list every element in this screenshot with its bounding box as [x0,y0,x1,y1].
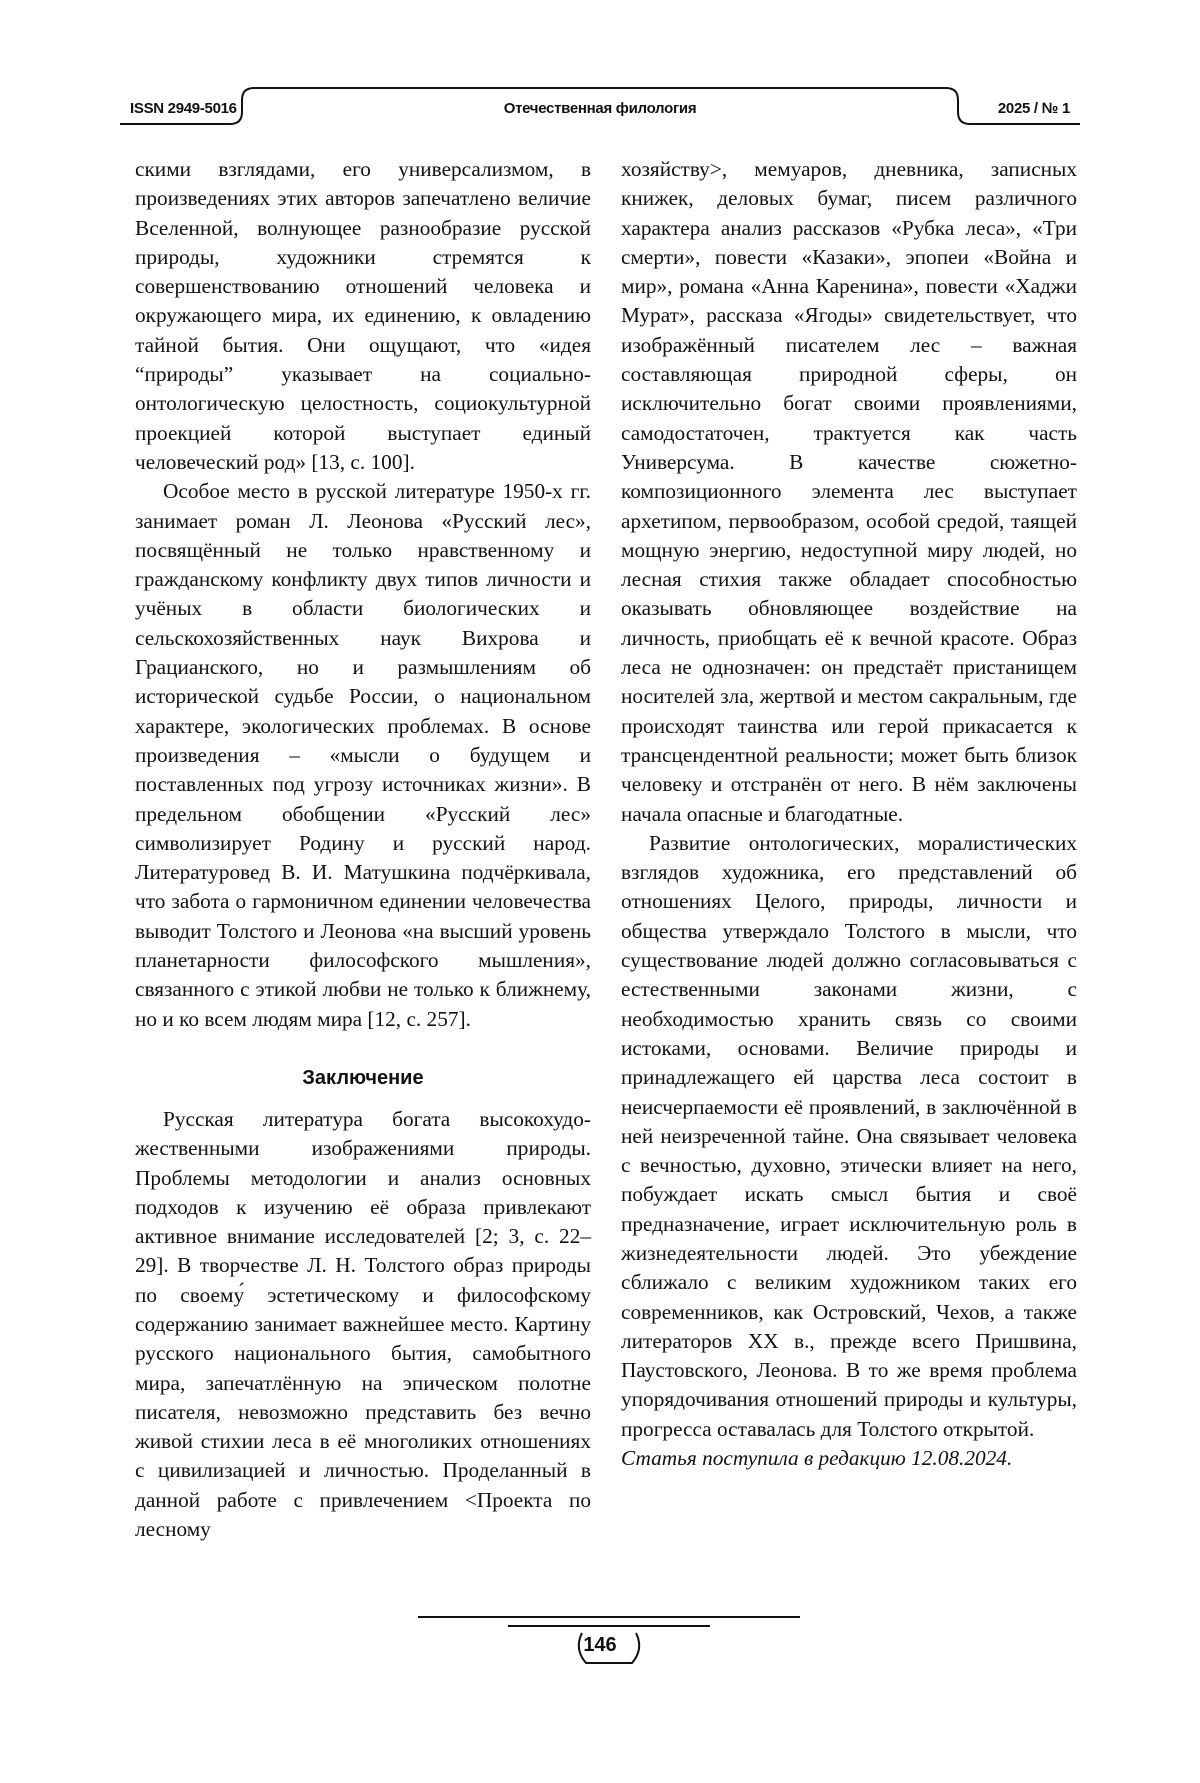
paragraph-analysis: хозяйству>, мемуаров, дневника, записных книжек, деловых бумаг, писем различного характера анализ рассказов «Рубка леса», «Три смерти», повести «Казаки», эпопеи «Война и мир», романа «Анна Каренина», повести «Хаджи Мурат», рассказа «Ягоды» свидетельствует, что изображённый писателем лес – важная составляющая природной сферы, он исключительно богат своими проявлениями, самодостаточен, трактуется как часть Универсума. В качестве сюжетнокомпозиционного элемента лес выступает архетипом, первообразом, особой средой, таящей мощную энергию, недоступной миру людей, но лесная стихия также обладает способностью оказывать обновляющее воздействие на личность, приобщать её к вечной красоте. Образ леса не однозначен: он предстаёт пристанищем носителей зла, жертвой и местом сакральным, где происходят таинства или герой прикасается к трансцендентной реальности; может быть близок человеку и отстранён от него. В нём заключены начала опасные и благодатные. [621,157,1077,826]
page-footer [0,1615,1200,1695]
left-column [135,155,591,1544]
section-title-conclusion: Заключение [302,1066,424,1089]
issn: ISSN 2949-5016 [130,100,237,117]
received-date-note: Статья поступила в редакцию 12.08.2024. [621,1446,1013,1471]
page-number: 146 [583,1634,617,1656]
paragraph-development: Развитие онтологических, моралистических взглядов художника, его представлений об отношениях Целого, природы, личности и общества утверждало Толстого в мысли, что существование людей должно согласовываться с естественными законами жизни, с необходимостью хранить связь со своими истоками, основами. Величие природы и принадлежащего ей царства леса состоит в неисчерпаемости её проявлений, в заключённой в ней неизреченной тайне. Она связывает человека с вечностью, духовно, этически влияет на него, побуждает искать смысл бытия и своё предназначение, играет исключительную роль в жизнедеятельности людей. Это убеждение сближало с великим художником таких его современников, как Островский, Чехов, а также литераторов XX в., прежде всего Пришвина, Паустовского, Леонова. В то же время проблема упорядочивания отношений природы и культуры, прогресса оставалась для Толстого открытой. [621,830,1077,1441]
journal-title: Отечественная филология [503,100,697,117]
paragraph-russian-forest: Особое место в русской литературе 1950-х гг. занимает роман Л. Леонова «Русский лес», посвящённый не только нравственному и гражданскому конфликту двух типов личности и учёных в области биологических и сельскохозяйственных наук Вихрова и Грацианского, но и размышлениям об исторической судьбе России, о национальном характере, экологических проблемах. В основе произведения – «мысли о будущем и поставленных под угрозу источниках жизни». В предельном обобщении «Русский лес» символизирует Родину и русский народ. Литературовед В. И. Матушкина подчёркивала, что забота о гармоничном единении человечества выводит Толстого и Леонова «на высший уровень планетарности философского мышления», связанного с этикой любви не только к ближнему, но и ко всем людям мира [12, с. 257]. [135,479,591,1031]
issue-number: 2025 / № 1 [997,100,1070,117]
right-column [621,155,1077,1473]
running-header [120,86,1080,126]
paragraph-conclusion: Русская литература богата высокохудожественными изображениями природы. Проблемы методологии и анализ основных подходов к изучению её образа привлекают активное внимание исследователей [2; 3, с. 22–29]. В творчестве Л. Н. Толстого образ природы по своему́ эстетическому и философскому содержанию занимает важнейшее место. Картину русского национального бытия, самобытного мира, запечатлённую на эпическом полотне писателя, невозможно представить без вечно живой стихии леса в её многоликих отношениях с цивилизацией и личностью. Проделанный в данной работе с привлечением <Проекта по лесному [135,1106,591,1542]
paragraph-continued: скими взглядами, его универсализмом, в произведениях этих авторов запечатлено величие Вселенной, волнующее разнообразие русской природы, художники стремятся к совершенствованию отношений человека и окружающего мира, их единению, к овладению тайной бытия. Они ощущают, что «идея “природы” указывает на социально-онтологическую целостность, социокультурной проекцией которой выступает единый человеческий род» [13, с. 100]. [135,157,591,474]
